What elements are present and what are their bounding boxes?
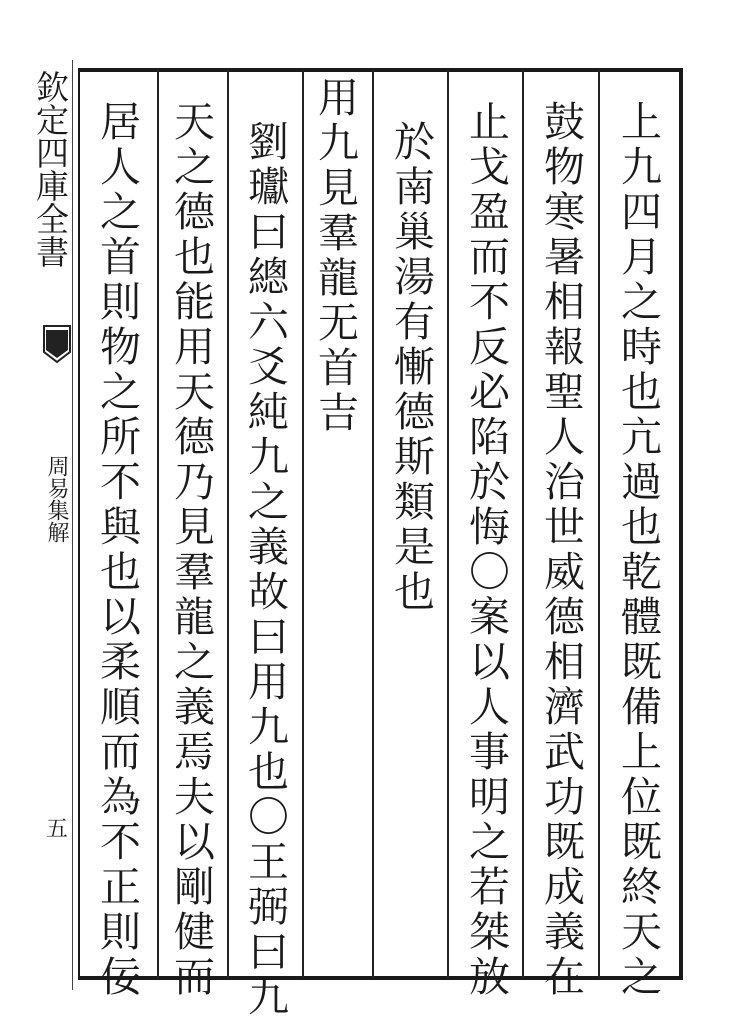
column-rule [227, 70, 229, 978]
margin-book-title: 周易集解 [44, 455, 69, 543]
column-rule [157, 70, 159, 978]
text-column-8: 居人之首則物之所不與也以柔順而為不正則佞 [93, 100, 141, 1000]
text-column-6: 劉瓛曰總六爻純九之義故曰用九也〇王弼曰九 [241, 120, 289, 1020]
text-column-3: 止戈盈而不反必陷於悔〇案以人事明之若桀放 [462, 100, 510, 1000]
column-rule [522, 70, 524, 978]
column-rule [447, 70, 449, 978]
fishtail-mark-icon [42, 322, 72, 364]
column-rule [302, 70, 304, 978]
margin-collection-title: 欽定四庫全書 [31, 70, 70, 268]
margin-divider [72, 60, 73, 990]
text-column-7: 天之德也能用天德乃見羣龍之義焉夫以剛健而 [167, 100, 215, 1000]
column-rule [598, 70, 600, 978]
text-column-4: 於南巢湯有慚德斯類是也 [387, 120, 435, 615]
column-rule [372, 70, 374, 978]
margin-page-number: 五 [46, 817, 69, 842]
text-column-1: 上九四月之時也亢過也乾體既備上位既終天之 [614, 100, 662, 1000]
text-column-2: 鼓物寒暑相報聖人治世威德相濟武功既成義在 [537, 100, 585, 1000]
text-column-5: 用九見羣龍无首吉 [311, 76, 359, 436]
